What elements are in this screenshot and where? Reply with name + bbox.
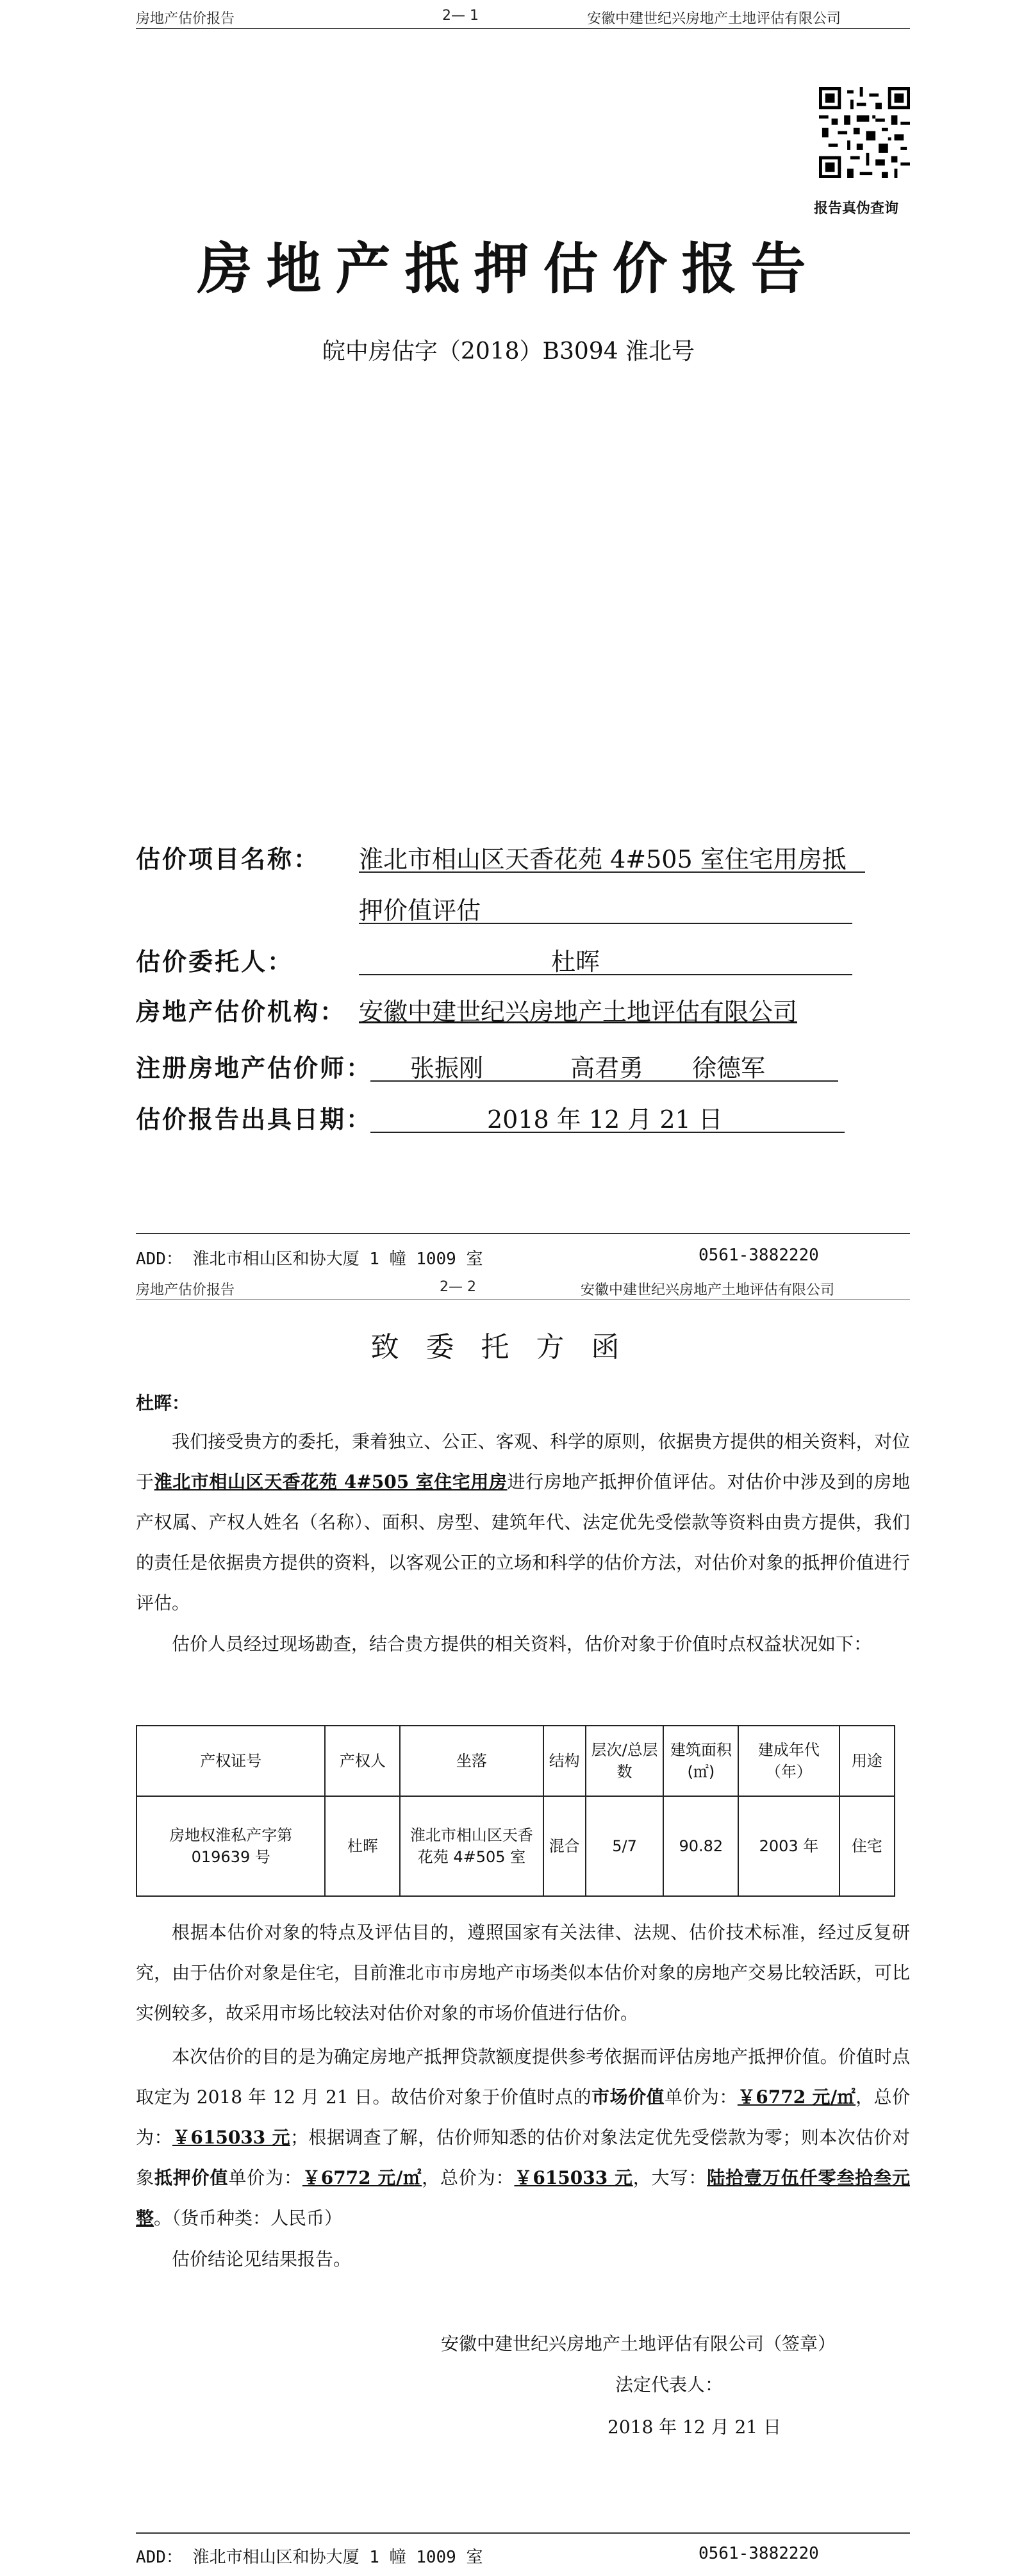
p4-b: 单价为： (664, 2086, 738, 2108)
table-cell-cert-no: 房地权淮私产字第 019639 号 (136, 1796, 325, 1896)
page2-footer-rule (136, 2532, 910, 2534)
table-cell-area: 90.82 (663, 1796, 738, 1896)
paragraph-1-b: 进行房地产抵押价值评估。对估价中涉及到的房地产权属、产权人姓名（名称）、面积、房型、建筑年代、法定优先受偿款等资料由贵方提供，我们的责任是依据贵方提供的资料，以客观公正的立场和科学的估价方法，对估价对象的抵押价值进行评估。 (136, 1471, 910, 1614)
signature-company: 安徽中建世纪兴房地产土地评估有限公司（签章） (441, 2333, 836, 2354)
property-table (136, 1725, 895, 1897)
table-cell-owner: 杜晖 (325, 1796, 400, 1896)
p4-mortgage-unit-price: ￥6772 元/㎡ (302, 2167, 422, 2188)
p4-market-total: ￥615033 元 (172, 2127, 290, 2148)
paragraph-5: 估价结论见结果报告。 (172, 2249, 352, 2270)
table-header-cell: 建成年代（年） (738, 1726, 839, 1796)
p4-amount-in-words: 陆拾壹万伍仟零叁拾叁元整 (136, 2167, 910, 2229)
report-title: 房地产抵押估价报告 (197, 236, 820, 301)
project-name-line2: 押价值评估 (359, 896, 481, 925)
table-row (136, 1796, 895, 1896)
p4-e: 单价为： (228, 2167, 302, 2188)
appraiser-3: 徐德军 (692, 1054, 766, 1082)
qr-caption: 报告真伪查询 (814, 200, 899, 217)
page2-footer-address: ADD： 淮北市相山区和协大厦 1 幢 1009 室 (136, 2548, 483, 2567)
paragraph-1-property: 淮北市相山区天香花苑 4#505 室住宅用房 (154, 1471, 508, 1492)
table-cell-floor: 5/7 (586, 1796, 664, 1896)
table-header-cell: 用途 (839, 1726, 895, 1796)
page2-footer-phone: 0561-3882220 (699, 2544, 819, 2563)
page2-header-left: 房地产估价报告 (136, 1282, 235, 1298)
page1-footer-address: ADD： 淮北市相山区和协大厦 1 幢 1009 室 (136, 1250, 483, 1269)
qr-code-icon[interactable] (819, 87, 910, 178)
p4-f: ，总价为： (422, 2167, 515, 2188)
page1-header-rule (136, 28, 910, 29)
project-name-label: 估价项目名称： (136, 845, 320, 873)
p4-h: 。（货币种类：人民币） (154, 2208, 343, 2229)
table-cell-location: 淮北市相山区天香花苑 4#505 室 (400, 1796, 543, 1896)
agency-value: 安徽中建世纪兴房地产土地评估有限公司 (359, 998, 798, 1026)
p4-mortgage-value-label: 抵押价值 (154, 2167, 229, 2188)
p4-market-value-label: 市场价值 (591, 2086, 665, 2108)
client-label: 估价委托人： (136, 947, 294, 976)
table-header-cell: 产权证号 (136, 1726, 325, 1796)
p4-d: ；根据调查了解，估价师知悉的估价对象法定优先受偿款为零；则本次估价对象 (136, 2127, 910, 2188)
appraiser-2: 高君勇 (570, 1054, 644, 1082)
salutation: 杜晖： (136, 1392, 190, 1414)
project-name-underline-2 (359, 923, 852, 924)
report-date-value: 2018 年 12 月 21 日 (487, 1105, 723, 1134)
report-date-underline (370, 1132, 845, 1133)
letter-title: 致委托方函 (370, 1331, 647, 1364)
table-cell-year: 2003 年 (738, 1796, 839, 1896)
signature-representative: 法定代表人： (615, 2374, 723, 2395)
appraiser-label: 注册房地产估价师： (136, 1053, 373, 1082)
page1-header-page: 2— 1 (442, 8, 479, 24)
agency-label: 房地产估价机构： (136, 997, 347, 1026)
page1-header-right: 安徽中建世纪兴房地产土地评估有限公司 (587, 11, 841, 27)
appraiser-underline (370, 1080, 838, 1082)
page1-footer-phone: 0561-3882220 (699, 1246, 819, 1265)
table-header-cell: 产权人 (325, 1726, 400, 1796)
p4-market-unit-price: ￥6772 元/㎡ (737, 2086, 856, 2108)
page1-header-left: 房地产估价报告 (136, 11, 235, 27)
document-number: 皖中房估字（2018）B3094 淮北号 (322, 338, 695, 365)
paragraph-2: 估价人员经过现场勘查，结合贵方提供的相关资料，估价对象于价值时点权益状况如下： (172, 1633, 872, 1655)
client-value: 杜晖 (551, 948, 600, 976)
page2-header-page: 2— 2 (440, 1279, 476, 1295)
client-underline (359, 974, 852, 975)
report-date-label: 估价报告出具日期： (136, 1105, 373, 1134)
paragraph-4 (136, 2036, 910, 2238)
appraiser-1: 张振刚 (410, 1054, 484, 1082)
paragraph-1-a: 我们接受贵方的委托，秉着独立、公正、客观、科学的原则，依据贵方提供的相关资料，对位于 (136, 1431, 910, 1492)
page2-header-right: 安徽中建世纪兴房地产土地评估有限公司 (581, 1282, 835, 1298)
paragraph-1 (136, 1421, 910, 1623)
project-name-line1: 淮北市相山区天香花苑 4#505 室住宅用房抵 (359, 845, 847, 873)
table-header-cell: 层次/总层数 (586, 1726, 664, 1796)
p4-mortgage-total: ￥615033 元 (514, 2167, 633, 2188)
paragraph-3: 根据本估价对象的特点及评估目的，遵照国家有关法律、法规、估价技术标准，经过反复研究，由于估价对象是住宅，目前淮北市市房地产市场类似本估价对象的房地产交易比较活跃，可比实例较多，故采用市场比较法对估价对象的市场价值进行估价。 (136, 1922, 910, 2024)
project-name-underline (359, 871, 865, 873)
page1-footer-rule (136, 1233, 910, 1234)
table-cell-usage: 住宅 (839, 1796, 895, 1896)
p4-g: ，大写： (633, 2167, 707, 2188)
signature-date: 2018 年 12 月 21 日 (608, 2416, 782, 2438)
table-header-cell: 坐落 (400, 1726, 543, 1796)
p4-c: ，总价为： (136, 2086, 910, 2148)
table-header-row (136, 1726, 895, 1796)
p4-a: 本次估价的目的是为确定房地产抵押贷款额度提供参考依据而评估房地产抵押价值。价值时点取定为 2018 年 12 月 21 日。故估价对象于价值时点的 (136, 2046, 910, 2108)
table-header-cell: 结构 (543, 1726, 586, 1796)
table-header-cell: 建筑面积(㎡) (663, 1726, 738, 1796)
table-cell-structure: 混合 (543, 1796, 586, 1896)
